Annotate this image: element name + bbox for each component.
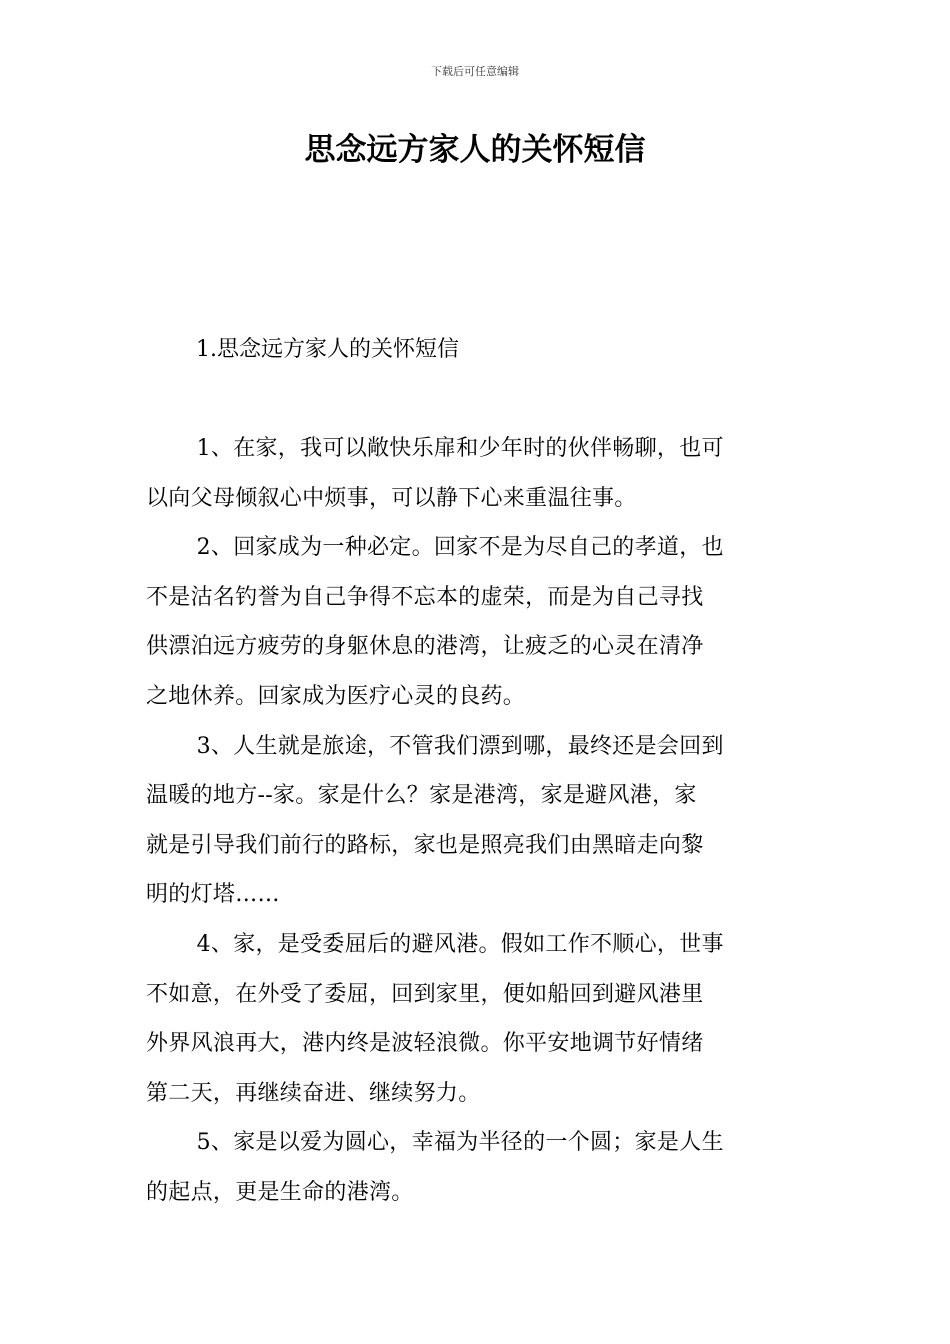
paragraph-line: 以向父母倾叙心中烦事，可以静下心来重温往事。 xyxy=(146,485,637,511)
paragraph-line: 2、回家成为一种必定。回家不是为尽自己的孝道，也 xyxy=(196,535,724,561)
paragraph-line: 1、在家，我可以敞快乐扉和少年时的伙伴畅聊，也可 xyxy=(196,436,724,461)
section-heading: 1.思念远方家人的关怀短信 xyxy=(196,337,459,362)
paragraph-line: 4、家，是受委屈后的避风港。假如工作不顺心，世事 xyxy=(196,931,724,957)
paragraph-line: 温暖的地方--家。家是什么？家是港湾，家是避风港，家 xyxy=(146,783,697,809)
paragraph-line: 5、家是以爱为圆心，幸福为半径的一个圆；家是人生 xyxy=(196,1130,724,1156)
paragraph-line: 供漂泊远方疲劳的身躯休息的港湾，让疲乏的心灵在清净 xyxy=(146,634,704,660)
paragraph-5 xyxy=(146,1118,806,1217)
document-body xyxy=(146,424,806,1218)
paragraph-1 xyxy=(146,424,806,523)
paragraph-line: 3、人生就是旅途，不管我们漂到哪，最终还是会回到 xyxy=(196,733,724,759)
paragraph-2 xyxy=(146,523,806,721)
header-note: 下载后可任意编辑 xyxy=(431,65,519,78)
paragraph-line: 不如意，在外受了委屈，回到家里，便如船回到避风港里 xyxy=(146,981,704,1007)
paragraph-4 xyxy=(146,920,806,1118)
paragraph-line: 不是沽名钓誉为自己争得不忘本的虚荣，而是为自己寻找 xyxy=(146,584,704,610)
document-title: 思念远方家人的关怀短信 xyxy=(304,132,646,168)
paragraph-line: 第二天，再继续奋进、继续努力。 xyxy=(146,1080,481,1106)
paragraph-3 xyxy=(146,722,806,920)
paragraph-line: 就是引导我们前行的路标，家也是照亮我们由黑暗走向黎 xyxy=(146,832,704,858)
paragraph-line: 的起点，更是生命的港湾。 xyxy=(146,1179,414,1205)
paragraph-line: 明的灯塔…… xyxy=(146,882,280,908)
paragraph-line: 外界风浪再大，港内终是波轻浪微。你平安地调节好情绪 xyxy=(146,1031,704,1057)
paragraph-line: 之地休养。回家成为医疗心灵的良药。 xyxy=(146,683,526,709)
